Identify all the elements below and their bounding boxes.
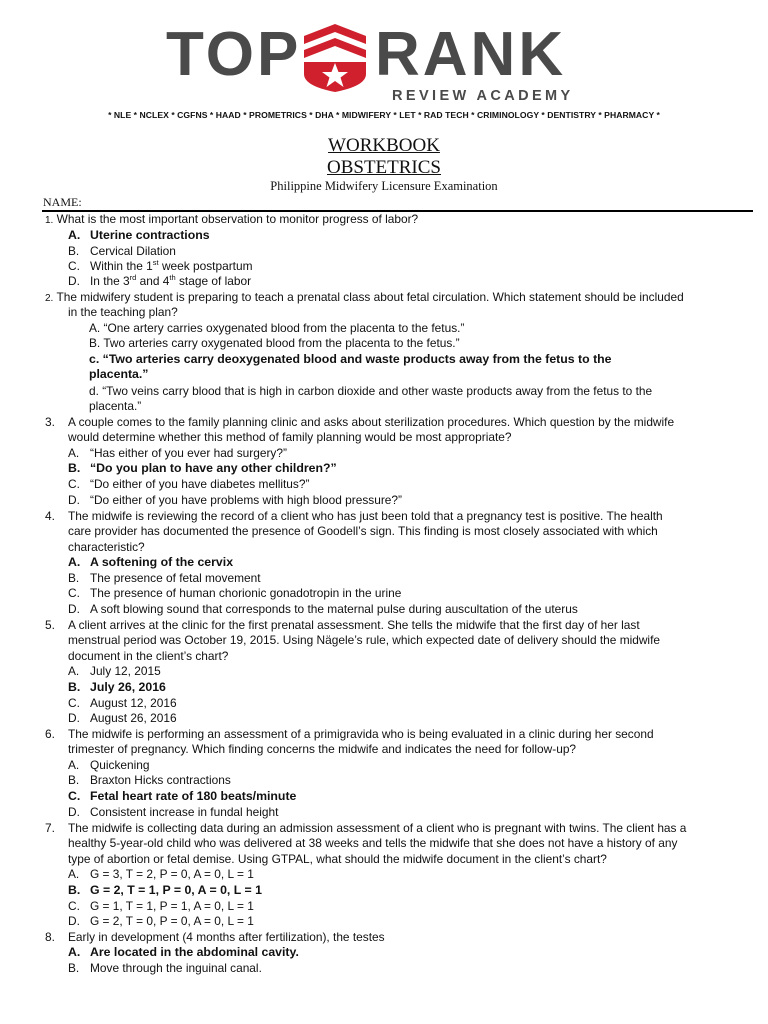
option-1b: B. Cervical Dilation	[68, 244, 176, 258]
question-5-cont2: document in the client’s chart?	[68, 649, 229, 663]
option-2c-cont: placenta.”	[89, 367, 149, 381]
option-2c: c. “Two arteries carry deoxygenated blood and waste products away from the fetus to the	[89, 352, 612, 366]
option-8b: B. Move through the inguinal canal.	[68, 961, 262, 975]
question-8: 8. Early in development (4 months after fertilization), the testes	[45, 930, 385, 944]
option-6d: D. Consistent increase in fundal height	[68, 805, 279, 819]
question-5-cont: menstrual period was October 19, 2015. Using Nägele’s rule, which expected date of delivery should the midwife	[68, 633, 660, 647]
option-5d: D. August 26, 2016	[68, 711, 177, 725]
page-title: WORKBOOK	[328, 135, 440, 156]
question-text: What is the most important observation to monitor progress of labor?	[56, 212, 419, 226]
question-6: 6. The midwife is performing an assessment of a primigravida who is being evaluated in a clinic during her second	[45, 727, 654, 741]
option-4d: D. A soft blowing sound that corresponds to the maternal pulse during auscultation of the uterus	[68, 602, 578, 616]
question-number: 2.	[45, 293, 54, 304]
shield-star-icon	[300, 22, 370, 94]
option-6c: C. Fetal heart rate of 180 beats/minute	[68, 789, 297, 803]
option-7d: D. G = 2, T = 0, P = 0, A = 0, L = 1	[68, 914, 254, 928]
option-3c: C. “Do either of you have diabetes mellitus?”	[68, 477, 310, 491]
option-4a: A. A softening of the cervix	[68, 555, 234, 569]
option-1d: D. In the 3rd and 4th stage of labor	[68, 273, 252, 288]
option-5b: B. July 26, 2016	[68, 680, 166, 694]
option-3b: B. “Do you plan to have any other children?”	[68, 461, 337, 475]
option-7b: B. G = 2, T = 1, P = 0, A = 0, L = 1	[68, 883, 262, 897]
option-2d: d. “Two veins carry blood that is high in carbon dioxide and other waste products away from the fetus to the	[89, 384, 653, 398]
question-5: 5. A client arrives at the clinic for the first prenatal assessment. She tells the midwife that the first day of her last	[45, 618, 640, 632]
logo	[0, 22, 768, 104]
option-7c: C. G = 1, T = 1, P = 1, A = 0, L = 1	[68, 899, 254, 913]
option-2d-cont: placenta.”	[89, 399, 142, 413]
question-text: The midwifery student is preparing to teach a prenatal class about fetal circulation. Which statement should be included	[56, 290, 684, 304]
logo-text-top: TOP	[166, 20, 302, 89]
option-6a: A. Quickening	[68, 758, 150, 772]
question-3-cont: would determine whether this method of family planning would be most appropriate?	[68, 430, 512, 444]
logo-text-rank: RANK	[375, 20, 567, 89]
question-7-cont2: type of abortion or fetal demise. Using GTPAL, what should the midwife document in the client’s chart?	[68, 852, 607, 866]
option-1a: A. Uterine contractions	[68, 228, 210, 242]
question-7-cont: healthy 5-year-old child who was delivered at 38 weeks and tells the midwife that she does not have a history of any	[68, 836, 678, 850]
option-7a: A. G = 3, T = 2, P = 0, A = 0, L = 1	[68, 867, 254, 881]
option-1c: C. Within the 1st week postpartum	[68, 258, 253, 273]
question-3: 3. A couple comes to the family planning clinic and asks about sterilization procedures. Which question by the midwife	[45, 415, 675, 429]
question-number: 1.	[45, 215, 54, 226]
option-5a: A. July 12, 2015	[68, 664, 161, 678]
question-7: 7. The midwife is collecting data during an admission assessment of a client who is pregnant with twins. The client has a	[45, 821, 687, 835]
page-subtitle: Philippine Midwifery Licensure Examination	[270, 179, 498, 193]
option-3d: D. “Do either of you have problems with high blood pressure?”	[68, 493, 402, 507]
option-4b: B. The presence of fetal movement	[68, 571, 261, 585]
exam-tagline: * NLE * NCLEX * CGFNS * HAAD * PROMETRICS * DHA * MIDWIFERY * LET * RAD TECH * CRIMINOLOGY * DENTISTRY * PHARMACY *	[108, 110, 660, 120]
logo-subtitle: REVIEW ACADEMY	[392, 88, 574, 104]
name-label: NAME:	[43, 195, 82, 209]
question-1	[45, 212, 418, 228]
question-2-cont: in the teaching plan?	[68, 305, 178, 319]
option-6b: B. Braxton Hicks contractions	[68, 773, 231, 787]
question-4-cont: care provider has documented the presence of Goodell’s sign. This finding is most closely associated with which	[68, 524, 658, 538]
question-4-cont2: characteristic?	[68, 540, 145, 554]
option-3a: A. “Has either of you ever had surgery?”	[68, 446, 287, 460]
option-2a: A. “One artery carries oxygenated blood from the placenta to the fetus.”	[89, 321, 465, 335]
option-2b: B. Two arteries carry oxygenated blood from the placenta to the fetus.”	[89, 336, 460, 350]
question-4: 4. The midwife is reviewing the record of a client who has just been told that a pregnancy test is positive. The health	[45, 509, 663, 523]
question-2	[45, 290, 684, 306]
option-5c: C. August 12, 2016	[68, 696, 177, 710]
question-6-cont: trimester of pregnancy. Which finding concerns the midwife and indicates the need for follow-up?	[68, 742, 577, 756]
page-subject: OBSTETRICS	[326, 157, 442, 178]
option-4c: C. The presence of human chorionic gonadotropin in the urine	[68, 586, 402, 600]
option-8a: A. Are located in the abdominal cavity.	[68, 945, 299, 959]
